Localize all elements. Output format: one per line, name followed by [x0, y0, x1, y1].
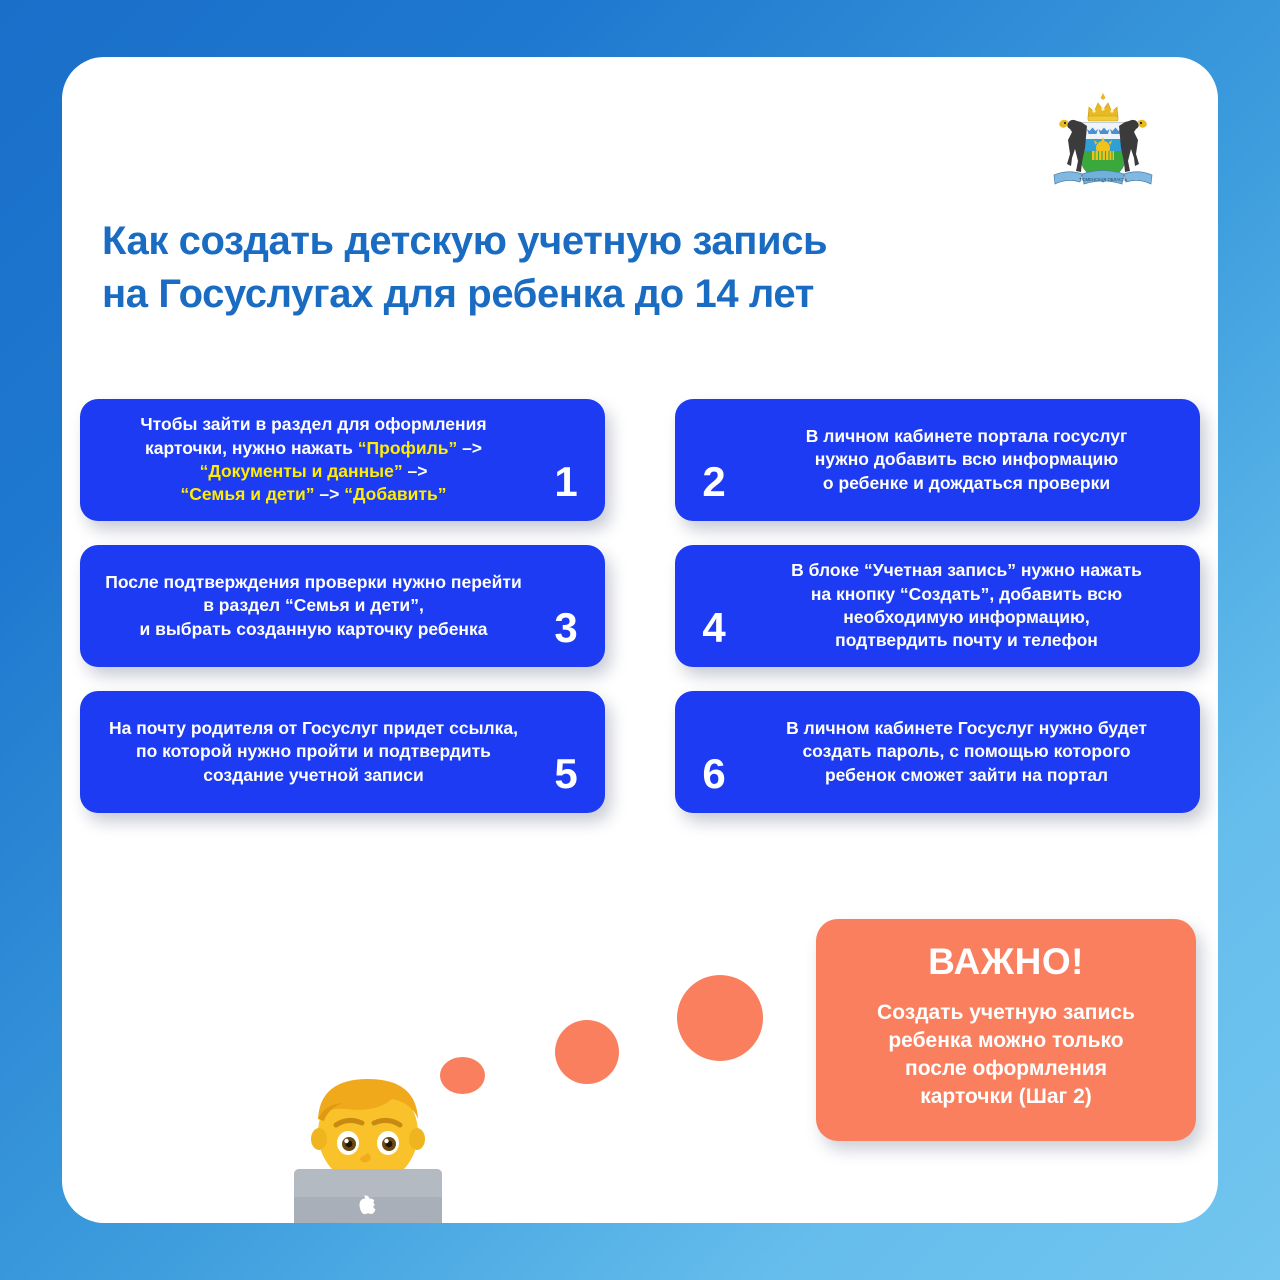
step-1-line-4 [94, 483, 533, 506]
step-2-line-2 [747, 448, 1186, 471]
step-card-5 [80, 691, 605, 813]
thought-bubble-large [677, 975, 763, 1061]
step-card-4 [675, 545, 1200, 667]
step-4-line-3 [747, 606, 1186, 629]
highlighted-term: “Добавить” [344, 484, 447, 505]
step-text-5 [90, 717, 537, 787]
step-2-line-3 [747, 472, 1186, 495]
step-6-line-3 [747, 764, 1186, 787]
plain-text: подтвердить почту и телефон [835, 630, 1098, 651]
step-number-2: 2 [702, 458, 726, 505]
step-1-line-2 [94, 437, 533, 460]
step-text-6 [743, 717, 1190, 787]
plain-text: и выбрать созданную карточку ребенка [139, 618, 488, 639]
step-3-line-3 [94, 618, 533, 641]
step-card-3 [80, 545, 605, 667]
important-line-3: после оформления [905, 1056, 1107, 1080]
step-3-line-1 [94, 571, 533, 594]
steps-row [80, 691, 1200, 813]
coat-of-arms-icon [1044, 87, 1162, 197]
step-1-line-1 [94, 413, 533, 436]
important-line-2: ребенка можно только [888, 1028, 1124, 1052]
thought-bubble-medium [555, 1020, 619, 1084]
plain-text: –> [402, 461, 428, 481]
plain-text: На почту родителя от Госуслуг придет ссылка, [109, 718, 518, 739]
important-title: ВАЖНО! [928, 941, 1084, 982]
step-4-line-4 [747, 629, 1186, 652]
plain-text: создание учетной записи [203, 764, 424, 785]
step-5-line-1 [94, 717, 533, 740]
step-number-6: 6 [702, 750, 726, 797]
step-3-line-2 [94, 594, 533, 617]
step-number-1: 1 [554, 458, 578, 505]
plain-text: на кнопку “Создать”, добавить всю [810, 583, 1123, 604]
page-title [102, 215, 1102, 321]
step-6-line-2 [747, 740, 1186, 763]
step-card-2 [675, 399, 1200, 521]
plain-text: –> [314, 484, 345, 505]
step-text-3 [90, 571, 537, 641]
plain-text: карточки, нужно нажать [144, 437, 358, 458]
plain-text: ребенок сможет зайти на портал [824, 764, 1109, 785]
step-text-1 [90, 413, 537, 506]
important-note-box [816, 919, 1196, 1141]
title-line-1: Как создать детскую учетную запись [102, 219, 828, 263]
step-2-line-1 [747, 425, 1186, 448]
plain-text: в раздел “Семья и дети”, [203, 595, 424, 616]
steps-row [80, 399, 1200, 521]
step-6-line-1 [747, 717, 1186, 740]
step-4-line-1 [747, 559, 1186, 582]
plain-text: Чтобы зайти в раздел для оформления [140, 414, 487, 435]
step-card-6 [675, 691, 1200, 813]
steps-row [80, 545, 1200, 667]
plain-text: нужно добавить всю информацию [814, 449, 1119, 470]
important-line-1: Создать учетную запись [877, 1001, 1135, 1024]
plain-text: В личном кабинете Госуслуг нужно будет [786, 718, 1147, 739]
plain-text: В личном кабинете портала госуслуг [805, 426, 1128, 447]
plain-text: создать пароль, с помощью которого [802, 741, 1131, 762]
highlighted-term: “Семья и дети” [180, 484, 315, 505]
important-line-4: карточки (Шаг 2) [920, 1084, 1092, 1108]
step-1-line-3 [94, 460, 533, 483]
plain-text: В блоке “Учетная запись” нужно нажать [791, 560, 1142, 581]
step-text-4 [743, 559, 1190, 652]
highlighted-term: “Документы и данные” [199, 461, 403, 481]
plain-text: по которой нужно пройти и подтвердить [136, 741, 491, 762]
man-with-laptop-icon [260, 1057, 476, 1223]
step-4-line-2 [747, 583, 1186, 606]
step-number-5: 5 [554, 750, 578, 797]
title-line-2: на Госуслугах для ребенка до 14 лет [102, 271, 814, 316]
plain-text: о ребенке и дождаться проверки [822, 472, 1111, 493]
steps-list [80, 399, 1200, 837]
step-5-line-2 [94, 740, 533, 763]
plain-text: –> [457, 437, 483, 458]
step-number-4: 4 [702, 604, 726, 651]
step-number-3: 3 [554, 604, 578, 651]
svg-text:ТЮМЕНСКАЯ ОБЛАСТЬ: ТЮМЕНСКАЯ ОБЛАСТЬ [1078, 177, 1128, 182]
step-card-1 [80, 399, 605, 521]
important-body [816, 999, 1196, 1111]
highlighted-term: “Профиль” [357, 437, 458, 458]
step-5-line-3 [94, 764, 533, 787]
plain-text: После подтверждения проверки нужно перейти [105, 572, 522, 593]
plain-text: необходимую информацию, [843, 607, 1090, 627]
poster-card [62, 57, 1218, 1223]
step-text-2 [743, 425, 1190, 495]
